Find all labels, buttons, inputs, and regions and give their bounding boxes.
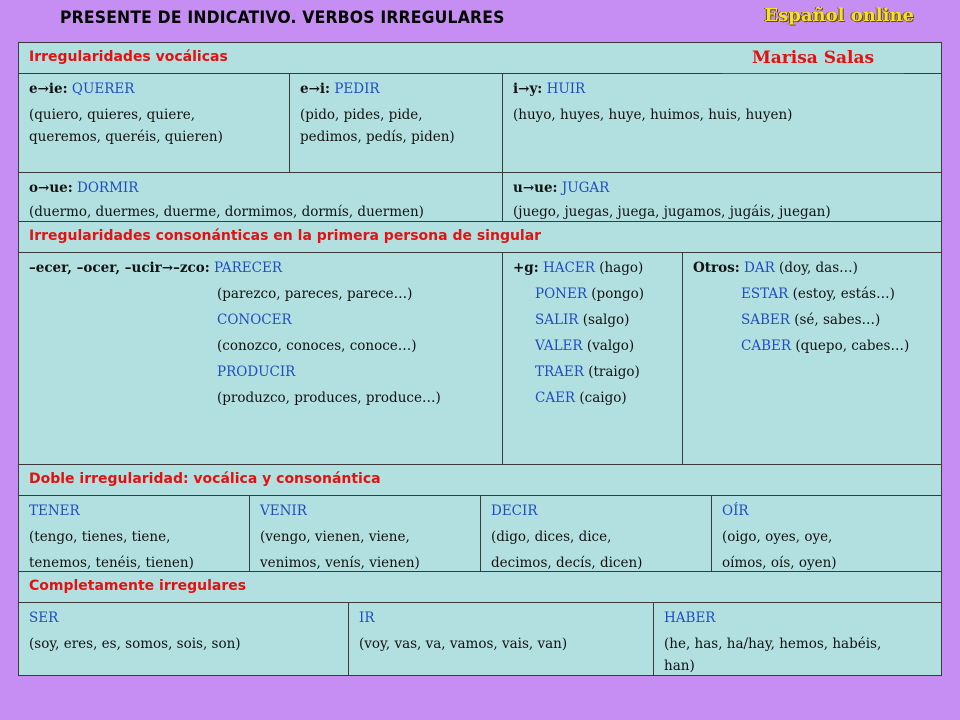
forms-line: han) bbox=[664, 658, 695, 674]
verb-huir: HUIR bbox=[546, 81, 586, 97]
verb-form: (valgo) bbox=[586, 338, 635, 354]
section-heading-doble: Doble irregularidad: vocálica y consonántica bbox=[19, 464, 941, 495]
verb-form: (caigo) bbox=[579, 390, 627, 406]
cell-haber bbox=[653, 603, 941, 676]
author-signature: Marisa Salas bbox=[722, 48, 904, 74]
verb-ir: IR bbox=[359, 610, 375, 626]
verb-conocer: CONOCER bbox=[217, 312, 292, 328]
cell-ser bbox=[19, 603, 348, 676]
forms-line: (pido, pides, pide, bbox=[300, 107, 423, 123]
forms-line: decimos, decís, dicen) bbox=[491, 555, 643, 571]
verb-form: (pongo) bbox=[591, 286, 645, 302]
verb-saber: SABER bbox=[741, 312, 790, 328]
forms-line: pedimos, pedís, piden) bbox=[300, 129, 455, 145]
verb-salir: SALIR bbox=[535, 312, 579, 328]
verb-traer: TRAER bbox=[535, 364, 584, 380]
verb-dormir: DORMIR bbox=[77, 180, 139, 196]
verb-haber: HABER bbox=[664, 610, 716, 626]
cell-venir bbox=[249, 496, 480, 572]
verb-pedir: PEDIR bbox=[334, 81, 380, 97]
forms-line: oímos, oís, oyen) bbox=[722, 555, 837, 571]
verb-table bbox=[18, 42, 942, 676]
cell-otros bbox=[682, 253, 941, 465]
cell-e-i bbox=[289, 74, 502, 173]
forms-line: (voy, vas, va, vamos, vais, van) bbox=[359, 636, 568, 652]
forms-line: (digo, dices, dice, bbox=[491, 529, 612, 545]
forms-line: queremos, queréis, quieren) bbox=[29, 129, 223, 145]
rule-key: –ecer, –ocer, –ucir→–zco: bbox=[29, 260, 210, 276]
row-vocalicas-1 bbox=[19, 73, 941, 173]
section-heading-completas: Completamente irregulares bbox=[19, 571, 941, 602]
verb-decir: DECIR bbox=[491, 503, 538, 519]
verb-parecer: PARECER bbox=[214, 260, 282, 276]
forms-line: (parezco, pareces, parece…) bbox=[217, 286, 413, 302]
rule-key: o→ue: bbox=[29, 180, 73, 196]
verb-form: (quepo, cabes…) bbox=[795, 338, 910, 354]
verb-querer: QUERER bbox=[71, 81, 135, 97]
cell-e-ie bbox=[19, 74, 289, 173]
cell-i-y bbox=[502, 74, 941, 173]
verb-form: (hago) bbox=[599, 260, 644, 276]
rule-key: e→i: bbox=[300, 81, 331, 97]
section-heading-consonanticas: Irregularidades consonánticas en la primera persona de singular bbox=[19, 221, 941, 252]
verb-poner: PONER bbox=[535, 286, 587, 302]
cell-u-ue bbox=[502, 173, 941, 222]
forms-line: tenemos, tenéis, tienen) bbox=[29, 555, 194, 571]
forms-line: (juego, juegas, juega, jugamos, jugáis, juegan) bbox=[513, 204, 831, 220]
verb-dar: DAR bbox=[744, 260, 775, 276]
cell-ir bbox=[348, 603, 653, 676]
rule-key: i→y: bbox=[513, 81, 543, 97]
verb-form: (sé, sabes…) bbox=[794, 312, 881, 328]
forms-line: (tengo, tienes, tiene, bbox=[29, 529, 171, 545]
cell-zco bbox=[19, 253, 502, 465]
forms-line: (soy, eres, es, somos, sois, son) bbox=[29, 636, 241, 652]
forms-line: venimos, venís, vienen) bbox=[260, 555, 420, 571]
forms-line: (huyo, huyes, huye, huimos, huis, huyen) bbox=[513, 107, 793, 123]
verb-hacer: HACER bbox=[543, 260, 595, 276]
cell-tener bbox=[19, 496, 249, 572]
verb-venir: VENIR bbox=[260, 503, 307, 519]
verb-form: (estoy, estás…) bbox=[792, 286, 895, 302]
verb-oir: OÍR bbox=[722, 503, 749, 519]
verb-ser: SER bbox=[29, 610, 59, 626]
verb-producir: PRODUCIR bbox=[217, 364, 296, 380]
row-vocalicas-2 bbox=[19, 172, 941, 222]
verb-caer: CAER bbox=[535, 390, 576, 406]
forms-line: (produzco, produces, produce…) bbox=[217, 390, 441, 406]
cell-oir bbox=[711, 496, 941, 572]
row-doble bbox=[19, 495, 941, 572]
verb-tener: TENER bbox=[29, 503, 80, 519]
forms-line: (oigo, oyes, oye, bbox=[722, 529, 833, 545]
rule-key: e→ie: bbox=[29, 81, 68, 97]
rule-key: +g: bbox=[513, 260, 539, 276]
verb-jugar: JUGAR bbox=[561, 180, 610, 196]
forms-line: (vengo, vienen, viene, bbox=[260, 529, 410, 545]
section-heading-vocalicas: Irregularidades vocálicas bbox=[29, 49, 228, 65]
page-title: PRESENTE DE INDICATIVO. VERBOS IRREGULARES bbox=[60, 8, 505, 28]
forms-line: (he, has, ha/hay, hemos, habéis, bbox=[664, 636, 882, 652]
rule-key: u→ue: bbox=[513, 180, 558, 196]
brand-logo-text: Español online bbox=[764, 5, 914, 26]
verb-form: (salgo) bbox=[582, 312, 630, 328]
forms-line: (duermo, duermes, duerme, dormimos, dormís, duermen) bbox=[29, 204, 424, 220]
verb-form: (doy, das…) bbox=[779, 260, 858, 276]
verb-form: (traigo) bbox=[588, 364, 640, 380]
cell-o-ue bbox=[19, 173, 502, 222]
cell-plus-g bbox=[502, 253, 682, 465]
verb-estar: ESTAR bbox=[741, 286, 789, 302]
verb-caber: CABER bbox=[741, 338, 792, 354]
rule-key: Otros: bbox=[693, 260, 740, 276]
cell-decir bbox=[480, 496, 711, 572]
row-completas bbox=[19, 602, 941, 676]
forms-line: (quiero, quieres, quiere, bbox=[29, 107, 196, 123]
row-consonanticas bbox=[19, 252, 941, 465]
verb-valer: VALER bbox=[535, 338, 583, 354]
forms-line: (conozco, conoces, conoce…) bbox=[217, 338, 417, 354]
